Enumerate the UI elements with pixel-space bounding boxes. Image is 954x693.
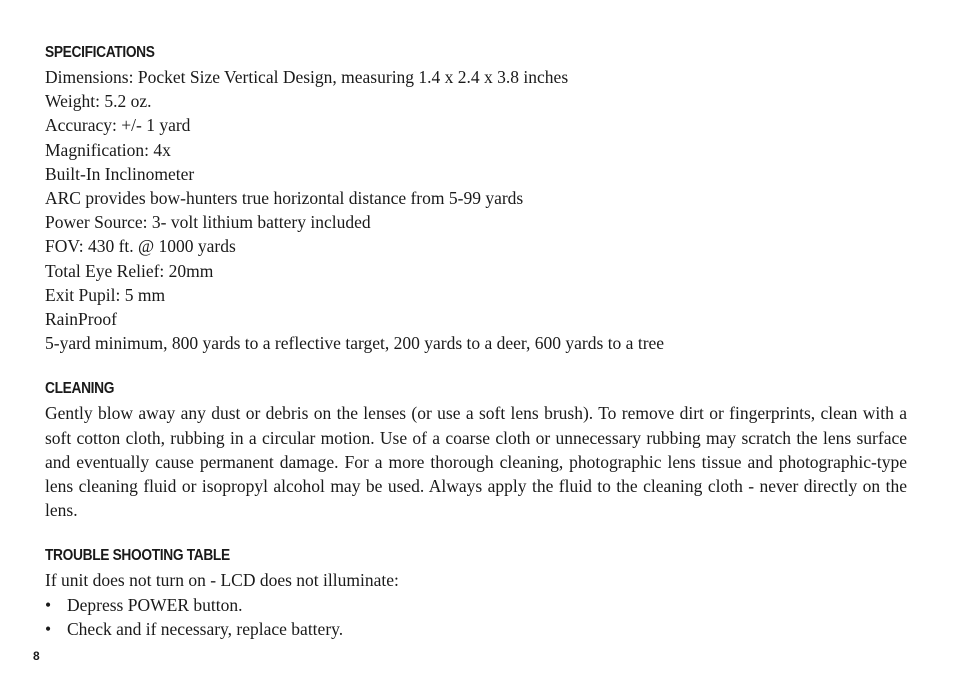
list-item [45,593,907,617]
spec-line-exit-pupil: Exit Pupil: 5 mm [45,284,166,305]
spec-line-weight: Weight: 5.2 oz. [45,91,152,112]
list-item-text: Depress POWER button. [67,594,243,615]
cleaning-heading: CLEANING [45,380,115,398]
spec-line-inclinometer: Built-In Inclinometer [45,163,195,184]
trouble-shooting-intro: If unit does not turn on - LCD does not illuminate: [45,570,399,591]
bullet-icon: • [45,594,52,615]
spec-line-rainproof: RainProof [45,309,117,330]
list-item [45,617,907,641]
trouble-shooting-list [45,593,907,641]
page-number: 8 [33,649,40,663]
manual-page [45,41,907,663]
spec-line-range: 5-yard minimum, 800 yards to a reflective target, 200 yards to a deer, 600 yards to a tree [45,333,665,354]
spec-line-power-source: Power Source: 3- volt lithium battery included [45,212,371,233]
specifications-heading: SPECIFICATIONS [45,44,155,61]
spec-line-fov: FOV: 430 ft. @ 1000 yards [45,236,236,257]
spec-line-arc: ARC provides bow-hunters true horizontal distance from 5-99 yards [45,188,524,209]
spec-line-accuracy: Accuracy: +/- 1 yard [45,115,191,136]
list-item-text: Check and if necessary, replace battery. [67,618,344,639]
cleaning-section [45,377,907,522]
spec-line-dimensions: Dimensions: Pocket Size Vertical Design, measuring 1.4 x 2.4 x 3.8 inches [45,67,569,87]
spec-line-magnification: Magnification: 4x [45,139,171,160]
spec-line-eye-relief: Total Eye Relief: 20mm [45,260,214,281]
cleaning-paragraph: Gently blow away any dust or debris on the lenses (or use a soft lens brush). To remove dirt or fingerprints, clean with a soft cotton cloth, rubbing in a circular motion. Use of a coarse cloth or unnecessary rubbing may scratch the lens surface and eventually cause permanent damage. For a more thorough cleaning, photographic lens tissue and photographic-type lens cleaning fluid or isopropyl alcohol may be used. Always apply the fluid to the cleaning cloth - never directly on the lens. [45,403,907,521]
specifications-section [45,41,907,355]
bullet-icon: • [45,618,52,639]
trouble-shooting-heading: TROUBLE SHOOTING TABLE [45,547,230,565]
trouble-shooting-section [45,544,907,641]
